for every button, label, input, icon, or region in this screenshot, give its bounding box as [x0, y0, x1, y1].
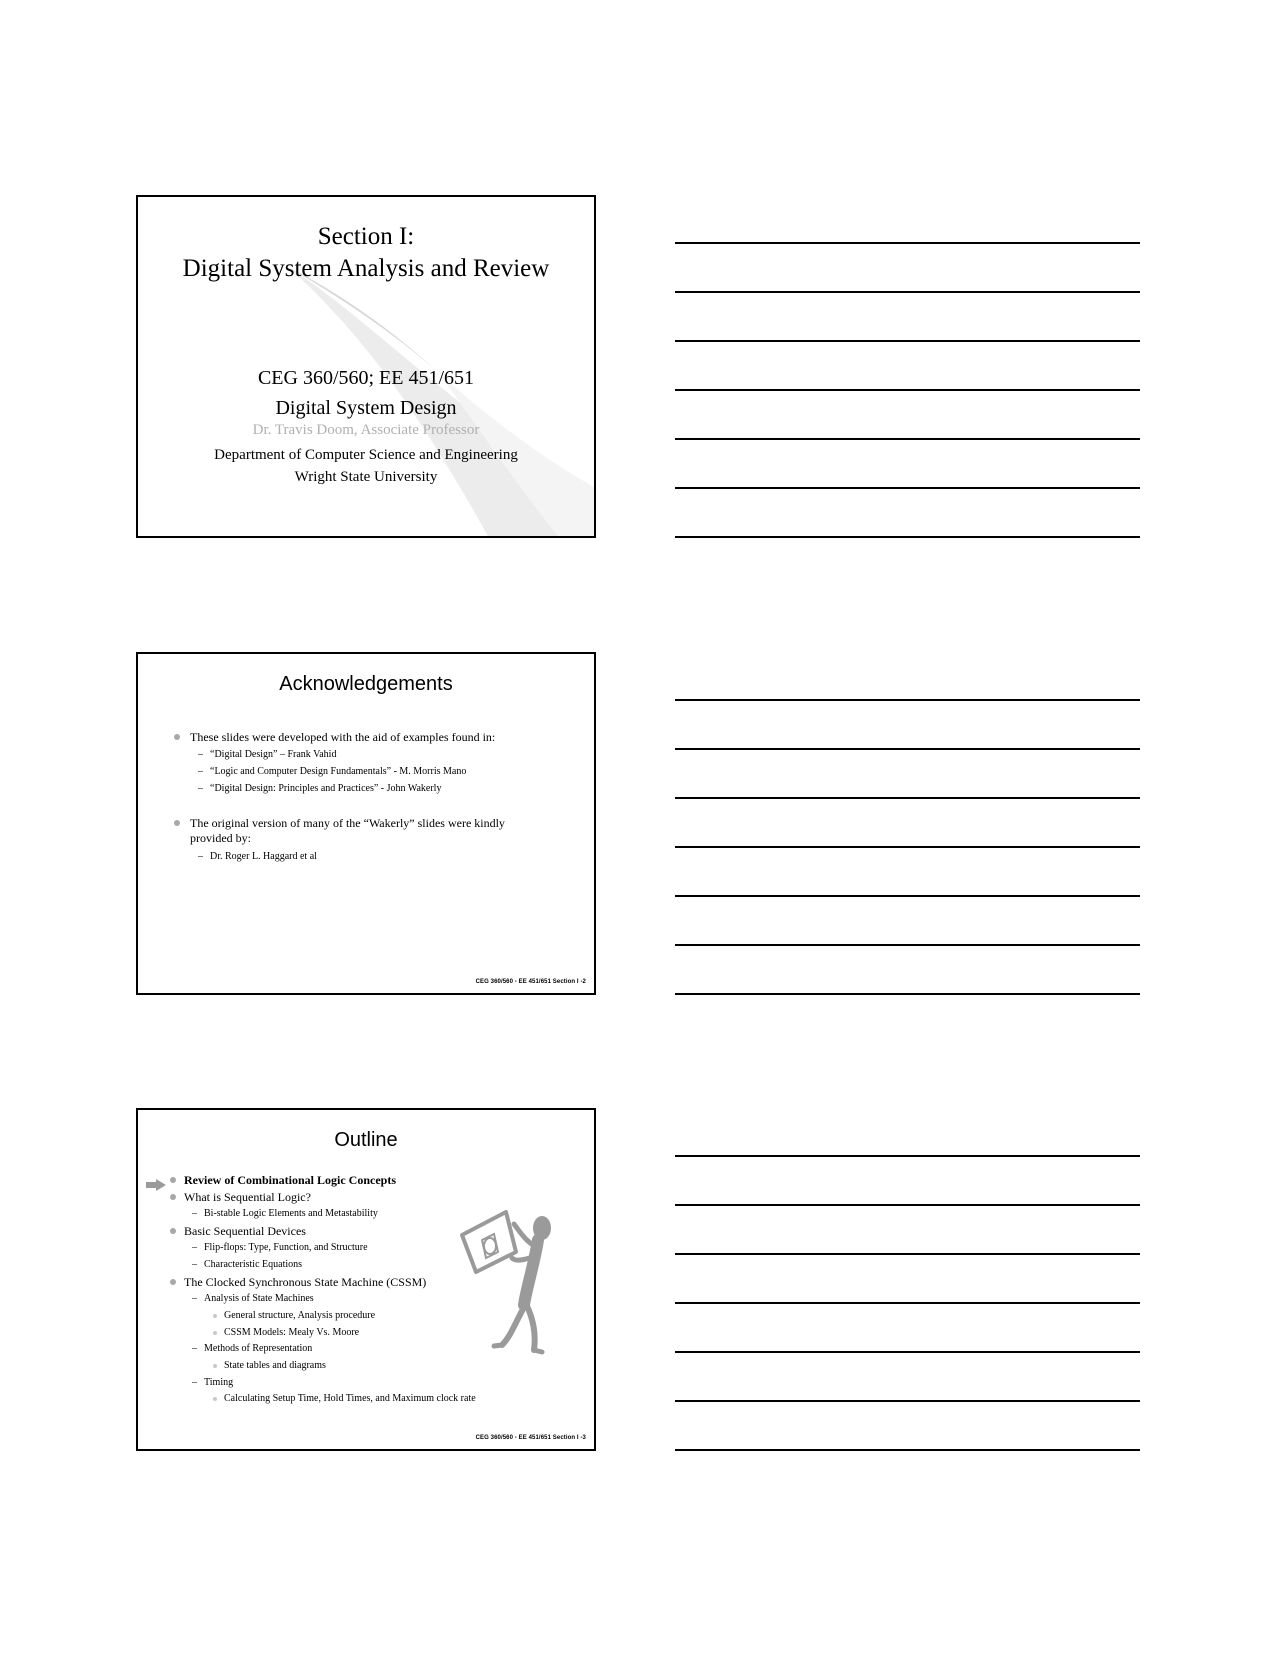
- sub-text: Bi-stable Logic Elements and Metastability: [204, 1208, 378, 1219]
- note-line: [675, 438, 1140, 440]
- sub-item: – “Digital Design: Principles and Practices” - John Wakerly: [198, 783, 442, 794]
- sub-text: State tables and diagrams: [224, 1360, 326, 1371]
- note-line: [675, 993, 1140, 995]
- bullet-text: What is Sequential Logic?: [184, 1190, 311, 1204]
- slide-footer: CEG 360/560 - EE 451/651 Section I -3: [475, 1435, 586, 1441]
- note-line: [675, 536, 1140, 538]
- sub-item: – Dr. Roger L. Haggard et al: [198, 851, 317, 862]
- outline-sub-item: – Methods of Representation: [192, 1343, 313, 1354]
- note-line: [675, 1302, 1140, 1304]
- right-arrow-icon: [146, 1179, 166, 1191]
- bullet-item: [190, 816, 505, 846]
- outline-sub-sub-item: [224, 1392, 476, 1405]
- sub-text: “Digital Design” – Frank Vahid: [210, 749, 337, 760]
- course-code: CEG 360/560; EE 451/651: [257, 367, 475, 389]
- note-line: [675, 389, 1140, 391]
- department: Department of Computer Science and Engineering: [214, 447, 518, 463]
- title-line-1: Section I:: [317, 223, 415, 250]
- outline-sub-item: – Characteristic Equations: [192, 1259, 303, 1270]
- sub-text: Characteristic Equations: [204, 1259, 303, 1270]
- affiliation: [138, 444, 594, 488]
- sub-text: “Digital Design: Principles and Practices” - John Wakerly: [210, 783, 442, 794]
- outline-sub-item: – Analysis of State Machines: [192, 1293, 314, 1304]
- note-line: [675, 895, 1140, 897]
- bullet-text: provided by:: [190, 831, 251, 845]
- slide-title-heading: [138, 221, 594, 285]
- course-info: [138, 363, 594, 423]
- note-line: [675, 291, 1140, 293]
- outline-sub-sub-item: [224, 1309, 375, 1322]
- note-line: [675, 1400, 1140, 1402]
- bullet-text: Review of Combinational Logic Concepts: [184, 1173, 396, 1187]
- outline-sub-sub-item: [224, 1359, 326, 1372]
- sub-item: – “Logic and Computer Design Fundamentals” - M. Morris Mano: [198, 766, 467, 777]
- outline-sub-sub-item: [224, 1326, 359, 1339]
- bullet-dot: [170, 1194, 176, 1200]
- sub-text: Dr. Roger L. Haggard et al: [210, 851, 317, 862]
- note-line: [675, 699, 1140, 701]
- bullet-dot: [174, 820, 180, 826]
- outline-item: [184, 1275, 426, 1290]
- note-line: [675, 242, 1140, 244]
- note-line: [675, 748, 1140, 750]
- course-name: Digital System Design: [275, 397, 457, 419]
- note-line: [675, 797, 1140, 799]
- sub-text: General structure, Analysis procedure: [224, 1310, 376, 1321]
- note-line: [675, 1155, 1140, 1157]
- note-line: [675, 846, 1140, 848]
- sub-text: CSSM Models: Mealy Vs. Moore: [224, 1327, 360, 1338]
- slide-heading: Outline: [334, 1129, 398, 1151]
- bullet-dot: [170, 1279, 176, 1285]
- slide-footer: CEG 360/560 - EE 451/651 Section I -2: [475, 979, 586, 985]
- note-line: [675, 944, 1140, 946]
- sub-item: – “Digital Design” – Frank Vahid: [198, 749, 337, 760]
- note-line: [675, 1204, 1140, 1206]
- outline-item-current: [184, 1173, 396, 1188]
- sub-text: “Logic and Computer Design Fundamentals” - M. Morris Mano: [210, 766, 467, 777]
- bullet-dot: [170, 1228, 176, 1234]
- outline-item: [184, 1224, 306, 1239]
- stick-figure-with-sign-icon: [454, 1210, 564, 1360]
- title-line-2: Digital System Analysis and Review: [182, 255, 550, 282]
- bullet-dot: [174, 734, 180, 740]
- note-line: [675, 1253, 1140, 1255]
- university: Wright State University: [294, 469, 438, 485]
- bullet-text: The Clocked Synchronous State Machine (CSSM): [184, 1275, 427, 1289]
- sub-text: Timing: [204, 1377, 234, 1388]
- slide-outline: [136, 1108, 596, 1451]
- sub-text: Flip-flops: Type, Function, and Structure: [204, 1242, 368, 1253]
- bullet-item: [190, 730, 495, 745]
- professor-name: Dr. Travis Doom, Associate Professor: [252, 422, 480, 438]
- sub-text: Calculating Setup Time, Hold Times, and Maximum clock rate: [224, 1393, 476, 1404]
- note-line: [675, 487, 1140, 489]
- outline-sub-item: – Flip-flops: Type, Function, and Structure: [192, 1242, 368, 1253]
- outline-item: [184, 1190, 311, 1205]
- bullet-text: Basic Sequential Devices: [184, 1224, 306, 1238]
- bullet-text: The original version of many of the “Wakerly” slides were kindly: [190, 816, 505, 830]
- slide-acknowledgements: [136, 652, 596, 995]
- note-line: [675, 1449, 1140, 1451]
- note-line: [675, 1351, 1140, 1353]
- outline-sub-item: – Bi-stable Logic Elements and Metastability: [192, 1208, 378, 1219]
- bullet-text: These slides were developed with the aid of examples found in:: [190, 730, 496, 744]
- bullet-dot: [170, 1177, 176, 1183]
- sub-text: Analysis of State Machines: [204, 1293, 314, 1304]
- slide-title: [136, 195, 596, 538]
- sub-text: Methods of Representation: [204, 1343, 313, 1354]
- note-line: [675, 340, 1140, 342]
- outline-sub-item: – Timing: [192, 1377, 234, 1388]
- slide-heading: Acknowledgements: [279, 673, 453, 695]
